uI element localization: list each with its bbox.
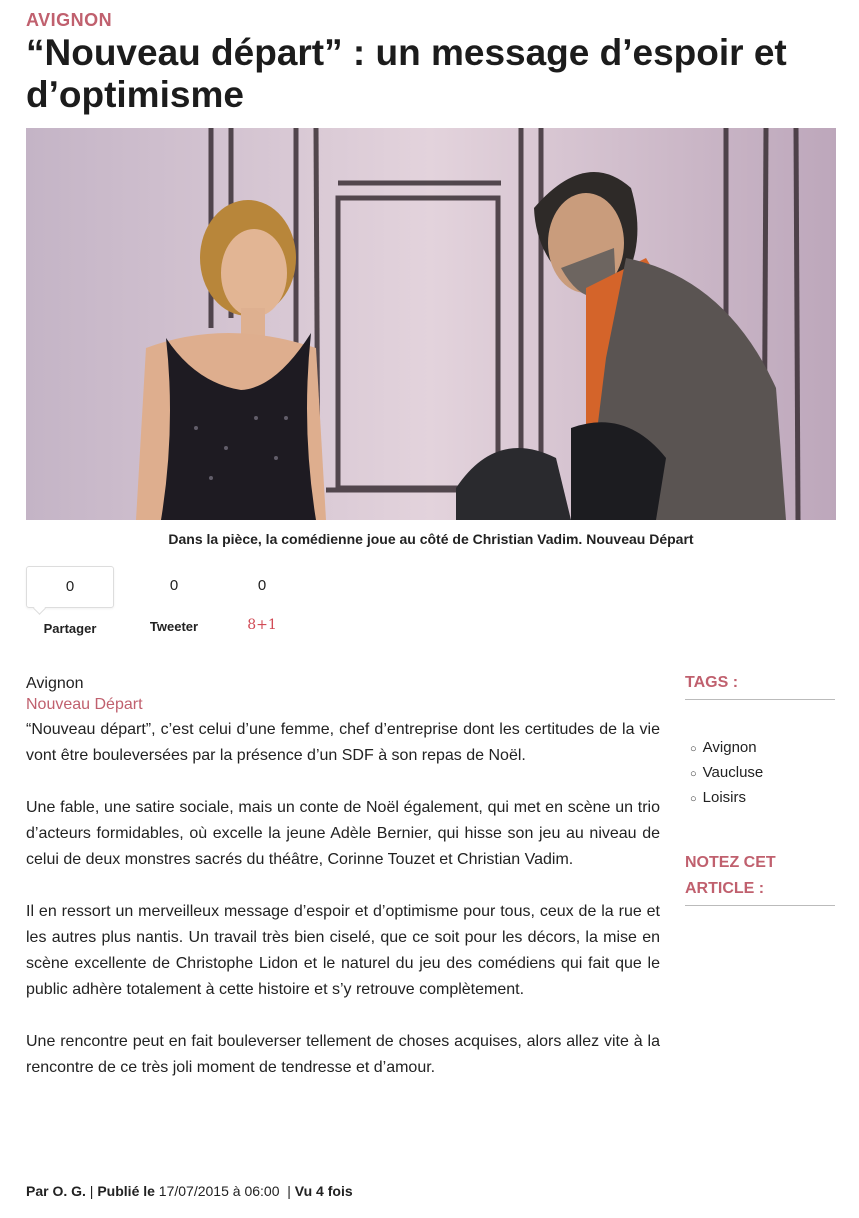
article-paragraph: Une fable, une satire sociale, mais un conte de Noël également, qui met en scène un trio d’acteurs formidables, où excelle la jeune Adèle Bernier, qui hisse son jeu au niveau de celui de deux monstres sacrés du théâtre, Corinne Touzet et Christian Vadim. <box>26 799 660 868</box>
tag-link[interactable]: ○ Avignon <box>690 736 763 761</box>
tags-list <box>690 736 763 811</box>
published-label: Publié le <box>97 1183 155 1199</box>
article-paragraph: Une rencontre peut en fait bouleverser tellement de choses acquises, alors allez vite à la rencontre de ce très joli moment de tendresse et d’amour. <box>26 1033 660 1076</box>
facebook-share-count: 0 <box>26 566 114 608</box>
facebook-share-widget[interactable] <box>26 566 114 636</box>
gplus-share-button[interactable]: 8+1 <box>247 617 277 633</box>
tag-link[interactable]: ○ Vaucluse <box>690 761 763 786</box>
photo-caption: Dans la pièce, la comédienne joue au côté de Christian Vadim. Nouveau Départ <box>168 531 694 547</box>
article-headline: “Nouveau départ” : un message d’espoir et d’optimisme <box>26 32 787 115</box>
gplus-share-count: 0 <box>257 577 267 594</box>
stage-scene-image <box>26 128 836 520</box>
published-date: 17/07/2015 à 06:00 <box>154 1183 280 1199</box>
facebook-share-button[interactable]: Partager <box>43 621 97 636</box>
article-location: Avignon <box>26 675 84 692</box>
byline-separator: | <box>85 1183 98 1199</box>
gplus-share-widget[interactable] <box>238 566 286 633</box>
section-kicker[interactable]: AVIGNON <box>26 10 113 30</box>
article-subtitle: Nouveau Départ <box>26 696 143 713</box>
author: Par O. G. <box>26 1183 86 1199</box>
twitter-share-button[interactable]: Tweeter <box>149 619 199 634</box>
tags-heading: TAGS : <box>685 670 835 700</box>
twitter-share-widget[interactable] <box>131 566 217 634</box>
byline-separator: | <box>279 1183 295 1199</box>
twitter-share-count: 0 <box>169 577 179 594</box>
article-paragraph: Il en ressort un merveilleux message d’espoir et d’optimisme pour tous, ceux de la rue et les autres plus nantis. Un travail très bien ciselé, que ce soit pour les décors, la mise en scène excellente de Christophe Lidon et le naturel du jeu des comédiens qui fait que le public adhère totalement à cette histoire et s’y retrouve complètement. <box>26 903 660 998</box>
rate-article-heading: NOTEZ CET ARTICLE : <box>685 850 835 906</box>
view-count: Vu 4 fois <box>294 1183 353 1199</box>
tag-link[interactable]: ○ Loisirs <box>690 786 763 811</box>
article-paragraph: “Nouveau départ”, c’est celui d’une femme, chef d’entreprise dont les certitudes de la vie vont être bouleversées par la présence d’un SDF à son repas de Noël. <box>26 721 660 764</box>
article-byline <box>26 1183 353 1199</box>
article-body <box>26 717 660 1107</box>
article-photo <box>26 128 836 520</box>
